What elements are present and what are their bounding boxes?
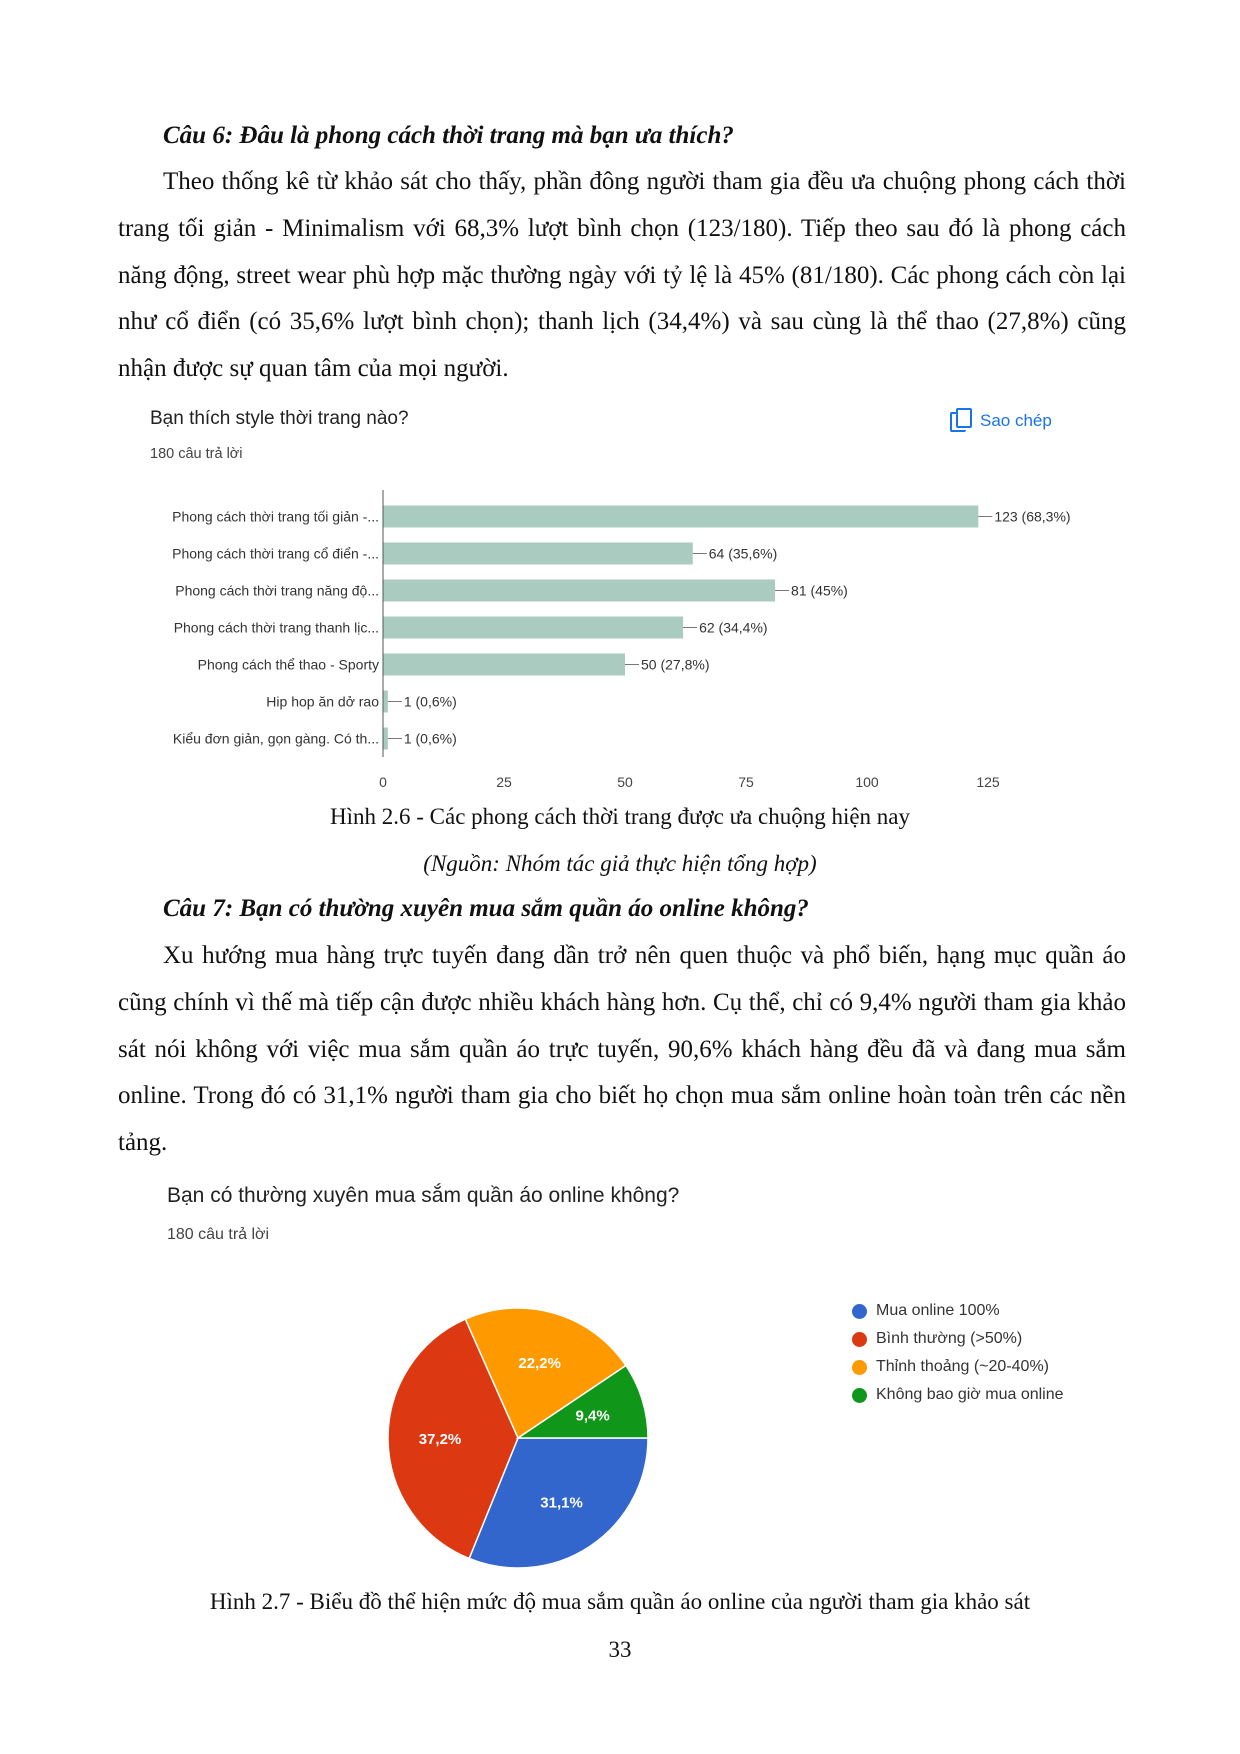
question-6-heading: Câu 6: Đâu là phong cách thời trang mà bạn ưa thích? — [163, 122, 734, 149]
bar — [383, 506, 978, 528]
question-6-paragraph: Theo thống kê từ khảo sát cho thấy, phần đông người tham gia đều ưa chuộng phong cách thời trang tối giản - Minimalism với 68,3% lượt bình chọn (123/180). Tiếp theo sau đó là phong cách năng động, street wear phù hợp mặc thường ngày với tỷ lệ là 45% (81/180). Các phong cách còn lại như cổ điển (có 35,6% lượt bình chọn); thanh lịch (34,4%) và sau cùng là thể thao (27,8%) cũng nhận được sự quan tâm của mọi người. — [118, 168, 1126, 383]
x-tick-label: 125 — [976, 774, 1000, 790]
legend-dot-icon — [852, 1388, 867, 1403]
category-label: Phong cách thời trang tối giản -... — [172, 508, 379, 525]
pie-slice-label: 9,4% — [575, 1407, 610, 1425]
bar — [383, 691, 388, 713]
figure-2-6-caption: Hình 2.6 - Các phong cách thời trang được ưa chuộng hiện nay — [329, 804, 911, 829]
x-tick-label: 25 — [496, 774, 512, 790]
pie-slice-label: 22,2% — [518, 1355, 561, 1373]
data-label: 64 (35,6%) — [708, 545, 778, 562]
bar-chart — [0, 490, 1240, 790]
bar-chart-title: Bạn thích style thời trang nào? — [150, 408, 409, 429]
pie-legend — [852, 1297, 1064, 1409]
copy-icon — [950, 408, 972, 434]
x-tick-label: 75 — [738, 774, 754, 790]
legend-item — [852, 1297, 1064, 1325]
legend-label: Bình thường (>50%) — [876, 1330, 1023, 1347]
legend-label: Mua online 100% — [876, 1302, 1000, 1319]
page-number: 33 — [608, 1637, 632, 1662]
pie-chart — [370, 1295, 670, 1585]
category-label: Hip hop ăn dở rao — [266, 693, 379, 710]
category-label: Phong cách thể thao - Sporty — [197, 656, 379, 673]
legend-label: Thỉnh thoảng (~20-40%) — [876, 1358, 1049, 1375]
category-label: Phong cách thời trang năng độ... — [175, 582, 379, 599]
data-label: 1 (0,6%) — [403, 730, 457, 747]
copy-button[interactable] — [950, 406, 1052, 436]
bar-chart-subtitle: 180 câu trả lời — [150, 446, 243, 462]
copy-button-label: Sao chép — [980, 411, 1052, 430]
pie-slice-label: 31,1% — [540, 1494, 583, 1512]
question-7-paragraph: Xu hướng mua hàng trực tuyến đang dần trở nên quen thuộc và phổ biến, hạng mục quần áo cũng chính vì thế mà tiếp cận được nhiều khách hàng hơn. Cụ thể, chỉ có 9,4% người tham gia khảo sát nói không với việc mua sắm quần áo trực tuyến, 90,6% khách hàng đều đã và đang mua sắm online. Trong đó có 31,1% người tham gia cho biết họ chọn mua sắm online hoàn toàn trên các nền tảng. — [118, 942, 1126, 1157]
bar — [383, 728, 388, 750]
bar — [383, 580, 775, 602]
figure-2-6-source: (Nguồn: Nhóm tác giả thực hiện tổng hợp) — [423, 851, 817, 876]
category-label: Kiểu đơn giản, gọn gàng. Có th... — [172, 730, 379, 747]
data-label: 62 (34,4%) — [699, 619, 768, 636]
legend-item — [852, 1353, 1064, 1381]
category-label: Phong cách thời trang cổ điển -... — [172, 545, 379, 562]
bar — [383, 617, 683, 639]
category-label: Phong cách thời trang thanh lịc... — [173, 619, 379, 636]
x-tick-label: 50 — [617, 774, 633, 790]
bar — [383, 543, 693, 565]
question-7-heading: Câu 7: Bạn có thường xuyên mua sắm quần áo online không? — [163, 895, 809, 922]
data-label: 1 (0,6%) — [403, 693, 457, 710]
legend-dot-icon — [852, 1360, 867, 1375]
legend-item — [852, 1381, 1064, 1409]
pie-chart-subtitle: 180 câu trả lời — [167, 1226, 270, 1243]
data-label: 123 (68,3%) — [994, 508, 1071, 525]
legend-dot-icon — [852, 1304, 867, 1319]
x-tick-label: 0 — [379, 774, 387, 790]
legend-item — [852, 1325, 1064, 1353]
data-label: 50 (27,8%) — [641, 656, 710, 673]
data-label: 81 (45%) — [791, 582, 848, 599]
x-tick-label: 100 — [855, 774, 879, 790]
legend-dot-icon — [852, 1332, 867, 1347]
pie-slice-label: 37,2% — [418, 1431, 462, 1449]
bar — [383, 654, 625, 676]
pie-chart-title: Bạn có thường xuyên mua sắm quần áo online không? — [167, 1184, 680, 1207]
figure-2-7-caption: Hình 2.7 - Biểu đồ thể hiện mức độ mua sắm quần áo online của người tham gia khảo sát — [209, 1589, 1031, 1614]
legend-label: Không bao giờ mua online — [876, 1386, 1064, 1403]
